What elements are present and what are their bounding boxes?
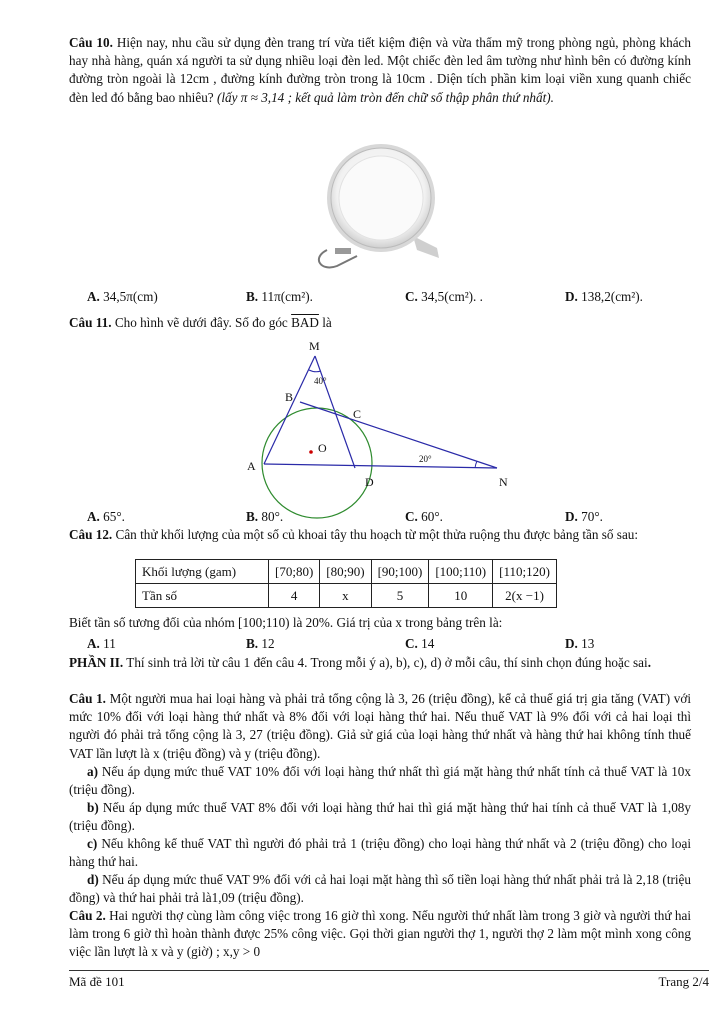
label-angle-m: 40° [314,376,327,386]
p1-item-b: b) Nếu áp dụng mức thuế VAT 8% đối với loại hàng thứ hai thì giá mặt hàng thứ hai tính cả thuế VAT là 1,08y (triệu đồng). [69,800,691,834]
q12-after-text: Biết tần số tương đối của nhóm [100;110) là 20%. Giá trị của x trong bảng trên là: [69,615,503,630]
label-angle-n: 20° [419,454,432,464]
q11-option-c[interactable]: C. 60°. [405,509,443,524]
q10-answers [69,288,691,306]
part2-heading: PHẦN II. Thí sinh trả lời từ câu 1 đến câu 4. Trong mỗi ý a), b), c), d) ở mỗi câu, thí sinh chọn đúng hoặc sai. [69,655,651,670]
led-lamp-image [317,140,441,274]
circle-o [262,408,372,518]
label-c: C [353,407,362,421]
label-b: B [285,390,294,404]
page-footer [69,970,709,990]
page-number: Trang 2/4 [658,974,709,989]
q10-option-d[interactable]: D. 138,2(cm²). [565,289,643,304]
frequency-table [135,559,557,608]
q12-text: Câu 12. Cân thử khối lượng của một số củ khoai tây thu hoạch từ một thửa ruộng thu được bảng tần số sau: [69,527,639,542]
q12-option-b[interactable]: B. 12 [246,636,275,651]
label-m: M [309,340,320,353]
p1-text: Câu 1. Một người mua hai loại hàng và phải trả tổng cộng là 3, 26 (triệu đồng), kể cả thuế giá trị gia tăng (VAT) với mức 10% đối với loại hàng thứ nhất và 8% đối với loại hàng thứ hai. Nếu thuế VAT là 9% đối với cả hai loại thì người đó phải trả tổng cộng là 3, 27 (triệu đồng). Giả sử giá của loại hàng thứ nhất và hàng thứ hai không tính thuế VAT lần lượt là x (triệu đồng) và y (triệu đồng). [69,691,691,761]
p1-item-c: c) Nếu không kể thuế VAT thì người đó phải trả 1 (triệu đồng) cho loại hàng thứ nhất và 2 (triệu đồng) cho loại hàng thứ hai. [69,836,691,870]
q10-text: Câu 10. Hiện nay, nhu cầu sử dụng đèn trang trí vừa tiết kiệm điện và vừa thẩm mỹ trong phòng ngủ, phòng khách hay nhà hàng, quán xá người ta sử dụng nhiều loại đèn led. Một chiếc đèn led âm tường như hình bên có đường kính đường tròn ngoài là 12cm , đường kính đường tròn trong là 10cm . Diện tích phần kim loại viền xung quanh chiếc đèn led đó bằng bao nhiêu? (lấy π ≈ 3,14 ; kết quả làm tròn đến chữ số thập phân thứ nhất). [69,35,691,105]
q11-option-d[interactable]: D. 70°. [565,509,603,524]
q10-option-a[interactable]: A. 34,5π(cm) [87,289,158,304]
p1-item-a: a) Nếu áp dụng mức thuế VAT 10% đối với loại hàng thứ nhất thì giá mặt hàng thứ nhất tính cả thuế VAT là 10x (triệu đồng). [69,764,691,798]
q11-text: Câu 11. Cho hình vẽ dưới đây. Số đo góc $\overline{BAD}$ là [69,315,332,330]
label-a: A [247,459,256,473]
label-d: D [365,475,374,489]
q12-option-d[interactable]: D. 13 [565,636,595,651]
p1-item-d: d) Nếu áp dụng mức thuế VAT 9% đối với cả hai loại mặt hàng thì số tiền loại hàng thứ nhất phải trả là 2,18 (triệu đồng) và thứ hai phải trả là1,09 (triệu đồng). [69,872,691,906]
q10-option-b[interactable]: B. 11π(cm²). [246,289,313,304]
q11-option-b[interactable]: B. 80°. [246,509,284,524]
q12-option-c[interactable]: C. 14 [405,636,435,651]
q10-option-c[interactable]: C. 34,5(cm²). . [405,289,483,304]
table-row: Tần số 4 x 5 10 2(x −1) [136,584,557,608]
exam-code: Mã đề 101 [69,974,125,989]
table-row: Khối lượng (gam) [70;80) [80;90) [90;100) [100;110) [110;120) [136,560,557,584]
q12-option-a[interactable]: A. 11 [87,636,116,651]
q11-option-a[interactable]: A. 65°. [87,509,125,524]
label-o: O [318,441,327,455]
angle-bad: $\overline{BAD}$ [291,315,319,330]
p2-text: Câu 2. Hai người thợ cùng làm công việc trong 16 giờ thì xong. Nếu người thứ nhất làm trong 3 giờ và người thứ hai làm trong 6 giờ thì hoàn thành được 25% công việc. Gọi thời gian người thợ 1, người thợ 2 làm một mình xong công việc lần lượt là x và y (giờ) ; x,y > 0 [69,908,691,960]
q11-answers [69,508,691,526]
label-n: N [499,475,508,489]
q11-geometry-figure [247,340,517,526]
q12-answers [69,635,691,653]
